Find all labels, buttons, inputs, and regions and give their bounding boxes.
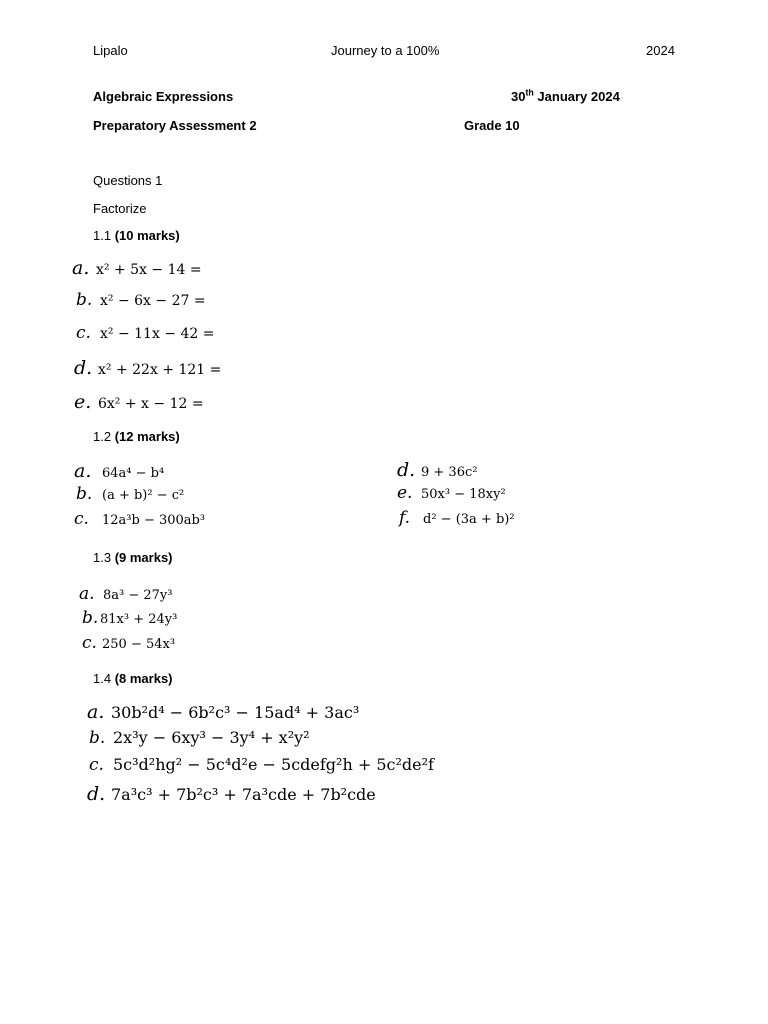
section-heading-1-2: 1.2 (12 marks) [93,429,180,444]
question-expression: 5c³d²hg² − 5c⁴d²e − 5cdefg²h + 5c²de²f [113,755,434,774]
header-left: Lipalo [93,43,128,58]
questions-heading: Questions 1 [93,173,163,188]
question-expression: (a + b)² − c² [102,488,185,503]
question-label: f. [399,508,411,528]
question-expression: 50x³ − 18xy² [421,487,506,502]
question-label: c. [76,323,91,343]
question-1-1-b [76,290,206,310]
question-1-3-c [82,633,175,653]
question-label: b. [89,728,106,748]
question-expression: 9 + 36c² [421,465,478,480]
question-expression: 30b²d⁴ − 6b²c³ − 15ad⁴ + 3ac³ [111,703,360,722]
question-1-4-b [89,728,310,748]
question-expression: x² + 5x − 14 = [96,262,202,278]
question-1-2-c [74,509,205,529]
question-label: e. [74,391,92,413]
question-label: c. [82,633,97,653]
question-expression: x² − 6x − 27 = [100,293,206,309]
question-expression: x² + 22x + 121 = [98,362,222,378]
question-label: a. [87,701,105,723]
question-expression: 81x³ + 24y³ [100,612,178,627]
question-label: b. [82,608,99,628]
header-right: 2024 [646,43,675,58]
question-1-1-e [74,391,204,413]
question-label: d. [74,357,93,379]
grade-label: Grade 10 [464,118,520,133]
question-label: c. [89,755,104,775]
question-1-4-d [87,783,376,805]
question-expression: 64a⁴ − b⁴ [102,466,165,481]
question-expression: 2x³y − 6xy³ − 3y⁴ + x²y² [113,728,310,747]
question-1-1-c [76,323,214,343]
header-center: Journey to a 100% [331,43,440,58]
question-expression: d² − (3a + b)² [423,512,515,527]
question-label: b. [76,484,93,504]
question-1-2-b [76,484,184,504]
question-label: d. [397,459,416,481]
question-label: a. [79,584,95,604]
instruction-text: Factorize [93,201,147,216]
question-1-1-a [72,257,202,279]
section-heading-1-3: 1.3 (9 marks) [93,550,173,565]
assessment-title: Preparatory Assessment 2 [93,118,257,133]
question-label: a. [72,257,90,279]
section-heading-1-1: 1.1 (10 marks) [93,228,180,243]
question-1-2-d [397,459,477,481]
question-1-3-b [82,608,177,628]
question-expression: 12a³b − 300ab³ [102,513,206,528]
question-label: b. [76,290,93,310]
question-1-2-a [74,460,164,482]
section-heading-1-4: 1.4 (8 marks) [93,671,173,686]
assessment-date: 30th January 2024 [511,87,620,104]
question-expression: 7a³c³ + 7b²c³ + 7a³cde + 7b²cde [111,785,376,804]
question-1-4-c [89,755,434,775]
question-expression: 6x² + x − 12 = [98,396,204,412]
question-1-4-a [87,701,359,723]
question-expression: 250 − 54x³ [102,637,176,652]
question-1-3-a [79,584,173,604]
topic-title: Algebraic Expressions [93,89,234,104]
question-expression: 8a³ − 27y³ [103,588,173,603]
question-label: e. [397,483,413,503]
question-expression: x² − 11x − 42 = [100,326,215,342]
question-label: c. [74,509,89,529]
question-1-1-d [74,357,221,379]
question-label: d. [87,783,106,805]
question-1-2-f [399,508,515,528]
question-label: a. [74,460,92,482]
question-1-2-e [397,483,506,503]
